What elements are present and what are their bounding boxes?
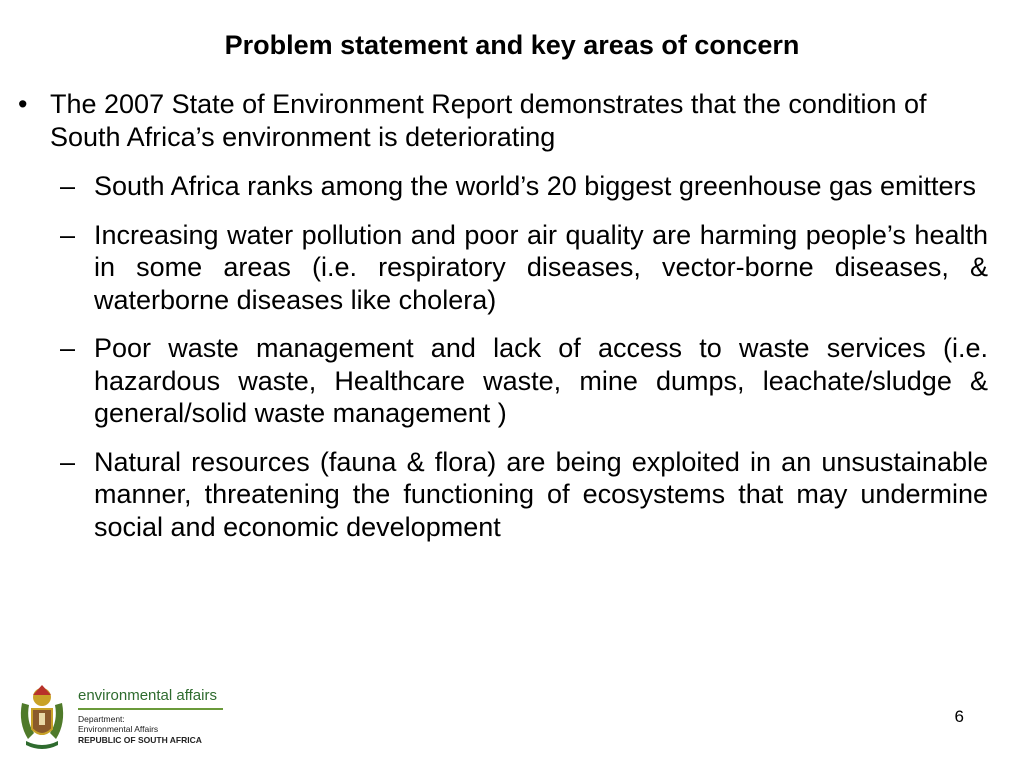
- dash-marker: –: [60, 333, 76, 363]
- dash-marker: –: [60, 219, 76, 250]
- bullet-marker: •: [18, 89, 28, 119]
- dash-marker: –: [60, 446, 76, 477]
- main-bullet: [18, 88, 988, 154]
- logo-line-ministry: Environmental Affairs: [78, 724, 159, 734]
- sub-bullet-text: Increasing water pollution and poor air quality are harming people’s health in some areas (i.e. respiratory diseases, vector-borne diseases, & waterborne diseases like cholera): [94, 219, 988, 315]
- sub-bullet: [60, 332, 988, 430]
- logo-text: [78, 683, 228, 745]
- slide-content: [18, 88, 988, 543]
- department-logo: [12, 683, 227, 753]
- coat-of-arms-icon: [12, 683, 72, 753]
- logo-line-country: REPUBLIC OF SOUTH AFRICA: [78, 735, 202, 745]
- dash-marker: –: [60, 171, 76, 201]
- logo-divider: [78, 708, 223, 710]
- sub-bullet: [60, 170, 988, 203]
- sub-bullet-text: South Africa ranks among the world’s 20 biggest greenhouse gas emitters: [94, 171, 977, 201]
- sub-bullet-text: Natural resources (fauna & flora) are being exploited in an unsustainable manner, threatening the functioning of ecosystems that may undermine social and economic development: [94, 446, 988, 542]
- main-bullet-text: The 2007 State of Environment Report demonstrates that the condition of South Africa’s environment is deteriorating: [50, 89, 927, 152]
- sub-bullet: [60, 446, 988, 544]
- page-number: 6: [954, 707, 964, 726]
- logo-brand: environmental affairs: [78, 687, 217, 704]
- logo-line-department: Department:: [78, 714, 125, 724]
- sub-bullet-text: Poor waste management and lack of access to waste services (i.e. hazardous waste, Healthcare waste, mine dumps, leachate/sludge & general/solid waste management ): [94, 333, 988, 428]
- slide-title: Problem statement and key areas of concern: [224, 30, 800, 60]
- sub-bullet: [60, 219, 988, 317]
